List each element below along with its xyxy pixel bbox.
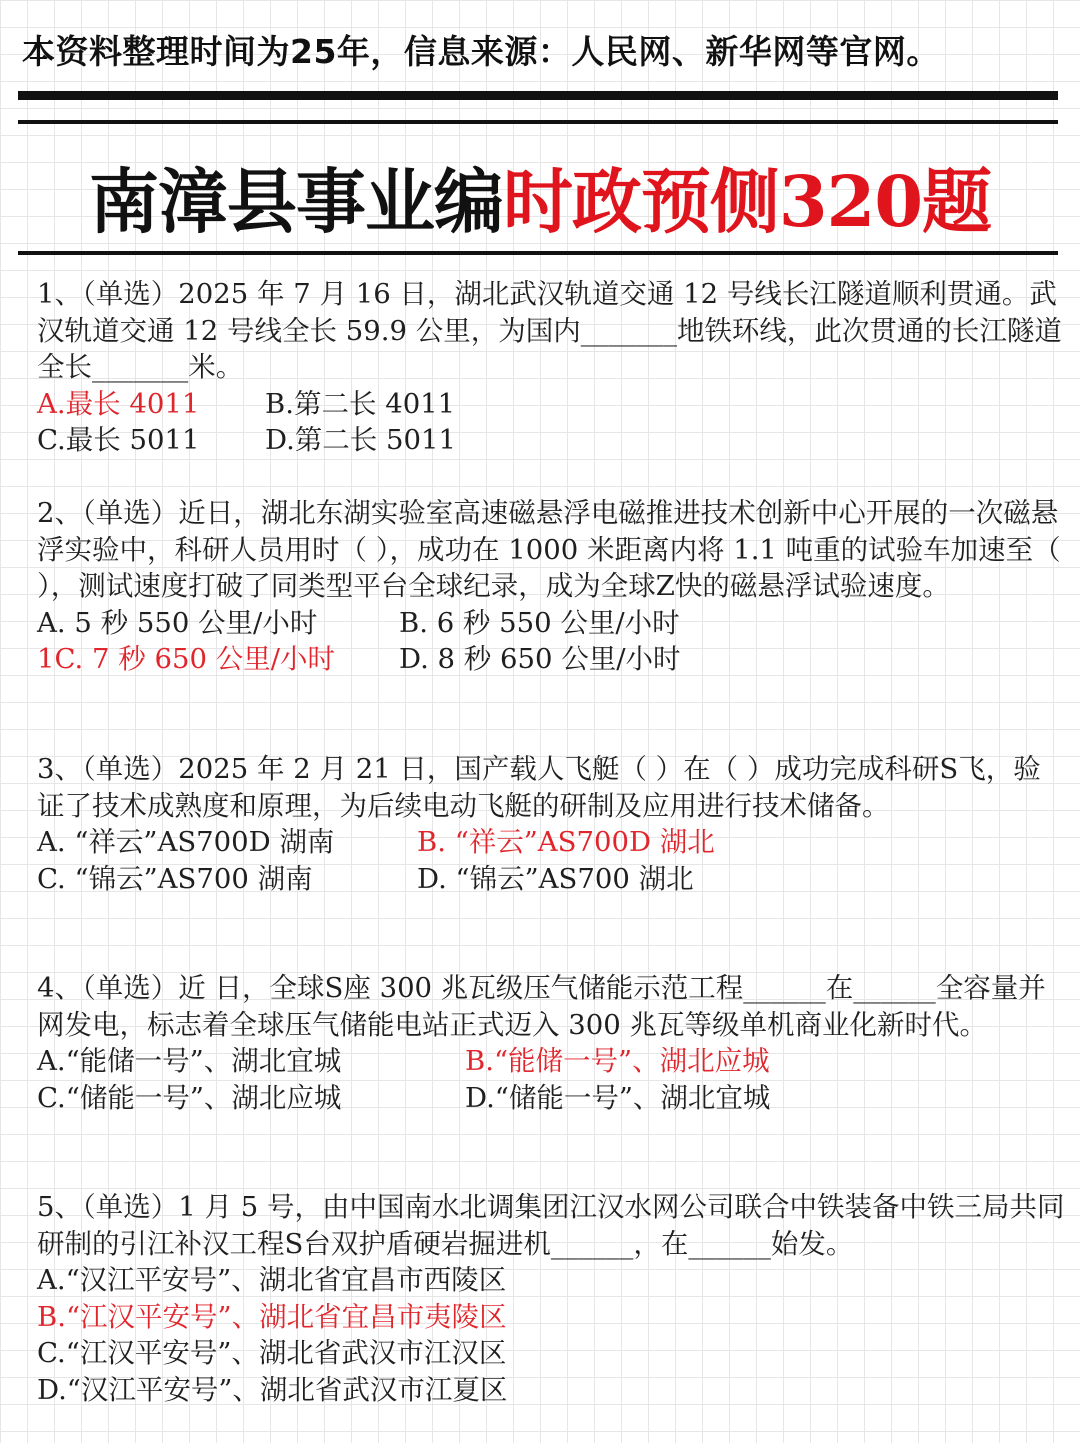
question-1 — [37, 276, 1067, 459]
option-d: D.“汉江平安号”、湖北省武汉市江夏区 — [37, 1373, 508, 1406]
option-d: D.“储能一号”、湖北宜城 — [465, 1081, 771, 1114]
question-4 — [37, 970, 1067, 1116]
option-c: C. “锦云”AS700 湖南 — [37, 862, 313, 895]
title-black-part: 南漳县事业编 — [88, 160, 503, 243]
option-d: D. 8 秒 650 公里/小时 — [399, 643, 681, 675]
source-note: 本资料整理时间为25年，信息来源：人民网、新华网等官网。 — [22, 32, 940, 71]
divider-thin-bottom — [18, 251, 1058, 255]
option-b: B.第二长 4011 — [265, 387, 456, 420]
option-b: B. “祥云”AS700D 湖北 — [417, 826, 715, 858]
option-c: C.最长 5011 — [37, 424, 200, 456]
option-a: A. “祥云”AS700D 湖南 — [37, 826, 335, 858]
options-grid — [37, 824, 1067, 897]
option-d: D.第二长 5011 — [265, 424, 457, 456]
option-a: A.“能储一号”、湖北宜城 — [37, 1045, 342, 1077]
option-c: 1C. 7 秒 650 公里/小时 — [37, 643, 336, 675]
question-2 — [37, 495, 1067, 678]
title-red-part: 时政预侧320题 — [502, 160, 992, 243]
option-d: D. “锦云”AS700 湖北 — [417, 862, 694, 895]
question-5 — [37, 1189, 1067, 1408]
option-a: A.最长 4011 — [37, 387, 200, 420]
options-grid — [37, 386, 1067, 459]
question-text: 2、（单选）近日，湖北东湖实验室高速磁悬浮电磁推进技术创新中心开展的一次磁悬浮实验中，科研人员用时（ ），成功在 1000 米距离内将 1.1 吨重的试验车加速至（ ），测试速度打破了同类型平台全球纪录，成为全球Z快的磁悬浮试验速度。 — [37, 497, 1061, 602]
option-a: A. 5 秒 550 公里/小时 — [37, 606, 318, 639]
divider-thin-top — [18, 120, 1058, 124]
question-3 — [37, 751, 1067, 897]
question-text: 3、（单选）2025 年 2 月 21 日，国产载人飞艇（ ）在（ ）成功完成科研S飞，验证了技术成熟度和原理，为后续电动飞艇的研制及应用进行技术储备。 — [37, 753, 1041, 822]
question-text: 4、（单选）近 日，全球S座 300 兆瓦级压气储能示范工程______在______全容量并网发电，标志着全球压气储能电站正式迈入 300 兆瓦等级单机商业化新时代。 — [37, 972, 1046, 1041]
option-b: B.“江汉平安号”、湖北省宜昌市夷陵区 — [37, 1300, 507, 1333]
divider-thick — [18, 91, 1058, 100]
option-b: B.“能储一号”、湖北应城 — [465, 1045, 770, 1077]
options-grid — [37, 1043, 1067, 1116]
question-text: 1、（单选）2025 年 7 月 16 日，湖北武汉轨道交通 12 号线长江隧道顺利贯通。武汉轨道交通 12 号线全长 59.9 公里，为国内_______地铁环线，此次贯通的长江隧道全长_______米。 — [37, 278, 1062, 383]
option-c: C.“江汉平安号”、湖北省武汉市江汉区 — [37, 1337, 507, 1369]
options-grid — [37, 1262, 1067, 1408]
option-a: A.“汉江平安号”、湖北省宜昌市西陵区 — [37, 1264, 507, 1296]
option-b: B. 6 秒 550 公里/小时 — [399, 606, 680, 639]
options-grid — [37, 605, 1067, 678]
page-title — [0, 146, 1080, 247]
option-c: C.“储能一号”、湖北应城 — [37, 1081, 342, 1114]
question-text: 5、（单选）1 月 5 号，由中国南水北调集团江汉水网公司联合中铁装备中铁三局共同研制的引江补汉工程S台双护盾硬岩掘进机______，在______始发。 — [37, 1191, 1065, 1260]
